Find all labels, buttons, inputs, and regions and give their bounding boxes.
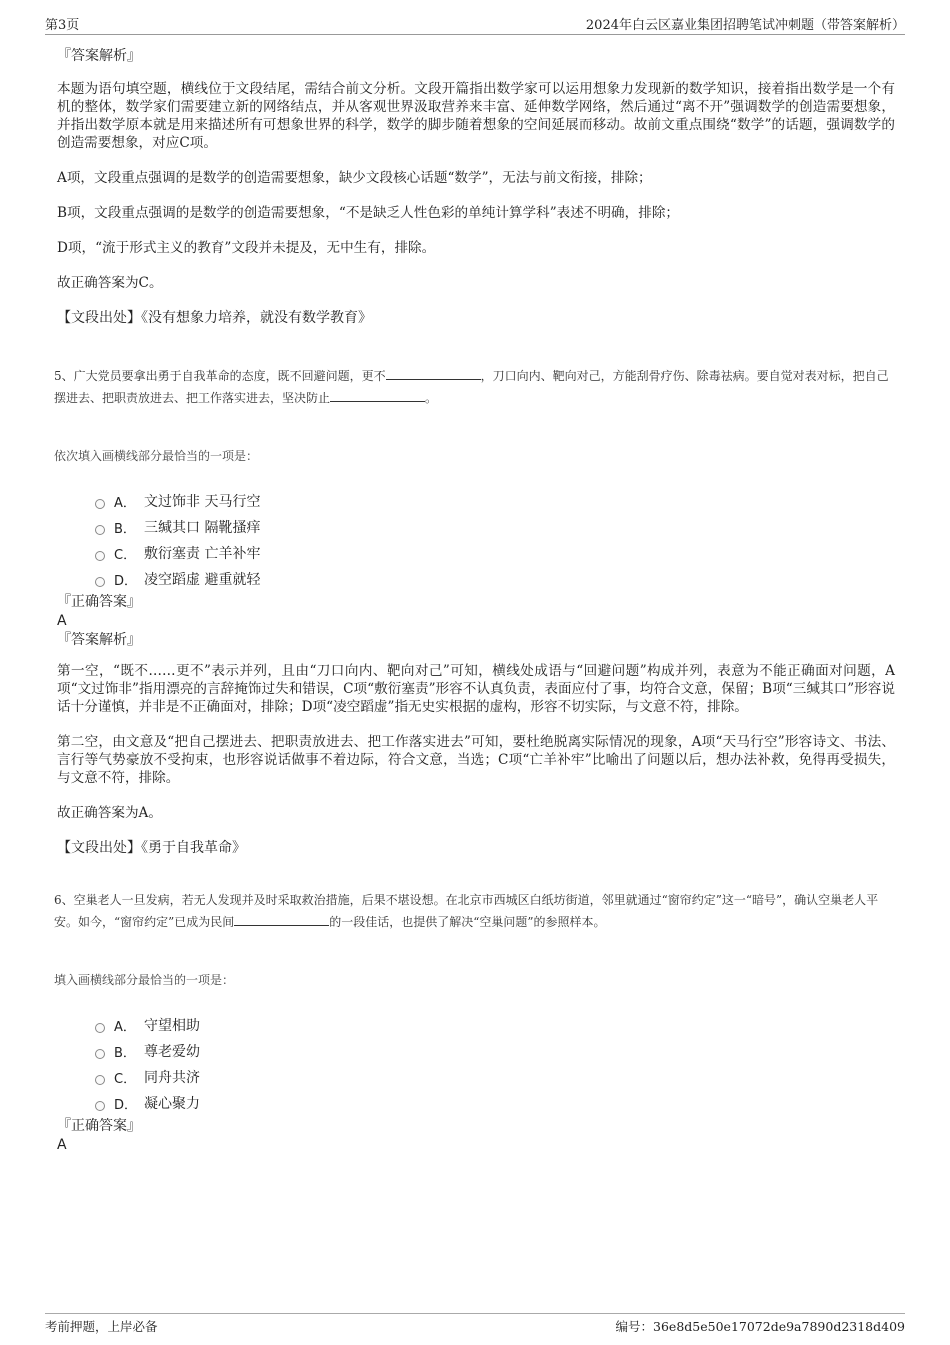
question-6-instruction: 填入画横线部分最恰当的一项是： <box>54 973 235 987</box>
page-footer <box>45 1313 905 1334</box>
analysis-paragraph: D项，“流于形式主义的教育”文段并未提及，无中生有，排除。 <box>57 240 436 256</box>
correct-answer: A <box>57 613 67 629</box>
question-5-options <box>95 488 895 592</box>
radio-button[interactable] <box>95 577 105 587</box>
option-a[interactable]: A． 守望相助 <box>95 1012 895 1038</box>
correct-answer: A <box>57 1137 67 1153</box>
radio-button[interactable] <box>95 1049 105 1059</box>
option-d[interactable]: D． 凌空蹈虚 避重就轻 <box>95 566 895 592</box>
radio-button[interactable] <box>95 1075 105 1085</box>
document-id: 编号：36e8d5e50e17072de9a7890d2318d409 <box>615 1319 905 1334</box>
radio-button[interactable] <box>95 499 105 509</box>
option-a[interactable]: A． 文过饰非 天马行空 <box>95 488 895 514</box>
analysis-paragraph: 本题为语句填空题，横线位于文段结尾，需结合前文分析。文段开篇指出数学家可以运用想象力发现新的数学知识，接着指出数学是一个有机的整体，数学家们需要建立新的网络结点，并从客观世界汲取营养来丰富、延伸数学网络，然后通过“离不开”强调数学的创造需要想象，并指出数学原本就是用来描述所有可想象世界的科学，数学的脚步随着想象的空间延展而移动。故前文重点围绕“数学”的话题，强调数学的创造需要想象，对应C项。 <box>57 81 895 151</box>
option-c[interactable]: C． 同舟共济 <box>95 1064 895 1090</box>
analysis-conclusion: 故正确答案为A。 <box>57 805 162 821</box>
question-5-text: 5、广大党员要拿出勇于自我革命的态度，既不回避问题，更不 ，刀口向内、靶向对己，方能刮骨疗伤、除毒祛病。要自觉对表对标，把自己摆进去、把职责放进去、把工作落实进去，坚决防止 。 <box>54 369 889 405</box>
radio-button[interactable] <box>95 1023 105 1033</box>
answer-blank <box>386 367 481 380</box>
option-b[interactable]: B． 三缄其口 隔靴搔痒 <box>95 514 895 540</box>
answer-analysis-label: 『答案解析』 <box>57 48 141 64</box>
analysis-paragraph: A项，文段重点强调的是数学的创造需要想象，缺少文段核心话题“数学”，无法与前文衔接，排除； <box>57 170 652 186</box>
option-c[interactable]: C． 敷衍塞责 亡羊补牢 <box>95 540 895 566</box>
correct-answer-label: 『正确答案』 <box>57 1118 141 1134</box>
option-b[interactable]: B． 尊老爱幼 <box>95 1038 895 1064</box>
document-title: 2024年白云区嘉业集团招聘笔试冲刺题（带答案解析） <box>585 18 905 33</box>
question-6-text: 6、空巢老人一旦发病，若无人发现并及时采取救治措施，后果不堪设想。在北京市西城区白纸坊街道，邻里就通过“窗帘约定”这一“暗号”，确认空巢老人平安。如今，“窗帘约定”已成为民间 的一段佳话，也提供了解决“空巢问题”的参照样本。 <box>54 893 879 929</box>
question-5-instruction: 依次填入画横线部分最恰当的一项是： <box>54 449 259 463</box>
answer-analysis-label: 『答案解析』 <box>57 632 141 648</box>
analysis-paragraph: 第二空，由文意及“把自己摆进去、把职责放进去、把工作落实进去”可知，要杜绝脱离实际情况的现象，A项“天马行空”形容诗文、书法、言行等气势豪放不受拘束，也形容说话做事不着边际，符合文意，当选；C项“亡羊补牢”比喻出了问题以后，想办法补救，免得再受损失，与文意不符，排除。 <box>57 734 895 786</box>
analysis-paragraph: 第一空，“既不……更不”表示并列，且由“刀口向内、靶向对己”可知，横线处成语与“回避问题”构成并列，表意为不能正确面对问题，A项“文过饰非”指用漂亮的言辞掩饰过失和错误，C项“敷衍塞责”形容不认真负责，表面应付了事，均符合文意，保留；B项“三缄其口”形容说话十分谨慎，并非是不正确面对，排除；D项“凌空蹈虚”指无史实根据的虚构，形容不切实际，与文意不符，排除。 <box>57 663 895 715</box>
page-content <box>54 46 895 1154</box>
passage-source: 【文段出处】《勇于自我革命》 <box>57 840 246 856</box>
answer-blank <box>330 389 425 402</box>
answer-blank <box>234 913 329 926</box>
correct-answer-label: 『正确答案』 <box>57 594 141 610</box>
passage-source: 【文段出处】《没有想象力培养，就没有数学教育》 <box>57 310 372 326</box>
analysis-paragraph: B项，文段重点强调的是数学的创造需要想象，“不是缺乏人性色彩的单纯计算学科”表述不明确，排除； <box>57 205 680 221</box>
footer-slogan: 考前押题，上岸必备 <box>45 1319 158 1334</box>
radio-button[interactable] <box>95 551 105 561</box>
question-6-options <box>95 1012 895 1116</box>
analysis-conclusion: 故正确答案为C。 <box>57 275 163 291</box>
radio-button[interactable] <box>95 1101 105 1111</box>
page-header <box>45 12 905 35</box>
radio-button[interactable] <box>95 525 105 535</box>
page-number: 第3页 <box>45 18 80 33</box>
option-d[interactable]: D． 凝心聚力 <box>95 1090 895 1116</box>
